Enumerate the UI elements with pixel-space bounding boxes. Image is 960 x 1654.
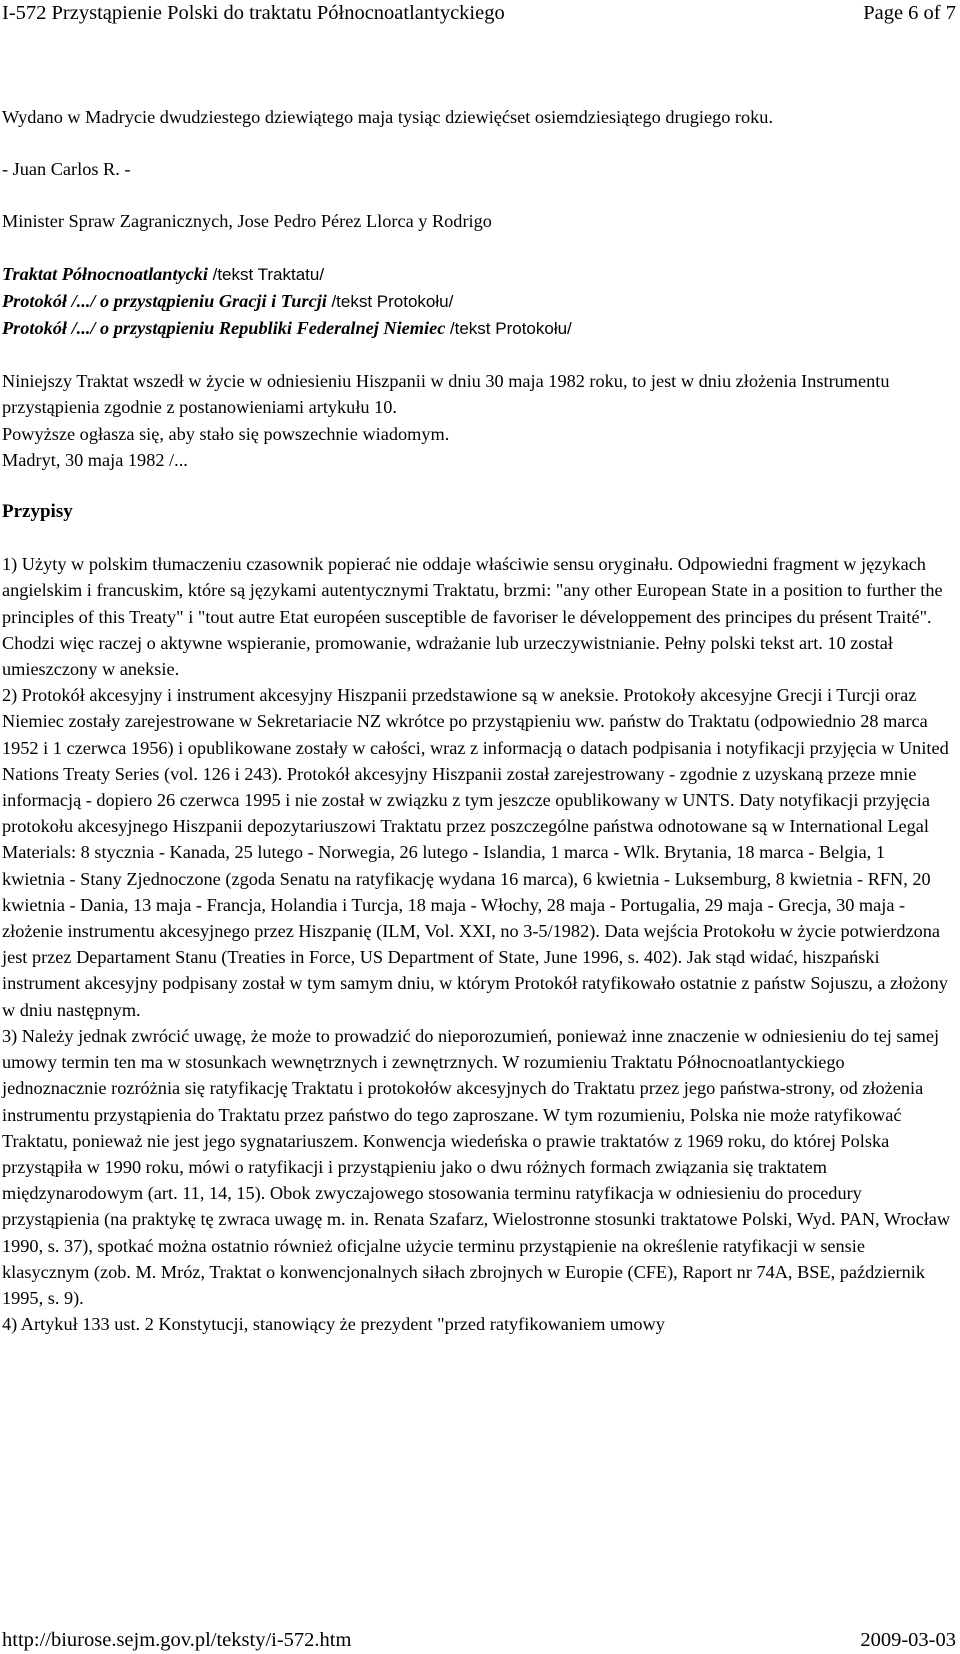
reference-note[interactable]: /tekst Protokołu/ xyxy=(449,319,572,339)
footnote-3: 3) Należy jednak zwrócić uwagę, że może to prowadzić do nieporozumień, ponieważ inne znaczenie w odniesieniu do tej samej umowy termin ten ma w stosunkach wewnętrznych i zewnętrznych. W rozumieniu Traktatu Północnoatlantyckiego jednoznacznie rozróżnia się ratyfikację Traktatu i protokołów akcesyjnych do Traktatu przez jego państwa-strony, od złożenia instrumentu przystąpienia do Traktatu przez państwo do tego zaproszane. W tym rozumieniu, Polska nie może ratyfikować Traktatu, ponieważ nie jest jego sygnatariuszem. Konwencja wiedeńska o prawie traktatów z 1969 roku, do której Polska przystąpiła w 1990 roku, mówi o ratyfikacji i przystąpieniu jako o dwu różnych formach związania się traktatem międzynarodowym (art. 11, 14, 15). Obok zwyczajowego stosowania terminu ratyfikacja w odniesieniu do procedury przystąpienia (na praktykę tę zwraca uwagę m. in. Renata Szafarz, Wielostronne stosunki traktatowe Polski, Wyd. PAN, Wrocław 1990, s. 37), spotkać można ostatnio również oficjalne użycie terminu przystąpienie na określenie ratyfikacji w sensie klasycznym (zob. M. Mróz, Traktat o konwencjonalnych siłach zbrojnych w Europie (CFE), Raport nr 74A, BSE, październik 1995, s. 9). xyxy=(2,1025,951,1308)
reference-traktat xyxy=(2,261,952,288)
reference-protokol-rfn xyxy=(2,315,952,342)
page-footer xyxy=(0,1625,960,1654)
page-header xyxy=(0,0,960,30)
source-url[interactable]: http://biurose.sejm.gov.pl/teksty/i-572.htm xyxy=(2,1629,352,1651)
reference-title[interactable]: Protokół /.../ o przystąpieniu Gracji i Turcji xyxy=(2,290,327,311)
page-number: Page 6 of 7 xyxy=(863,2,956,24)
issued-paragraph: Wydano w Madrycie dwudziestego dziewiątego maja tysiąc dziewięćset osiemdziesiątego drugiego roku. xyxy=(2,107,774,127)
document-title: I-572 Przystąpienie Polski do traktatu Północnoatlantyckiego xyxy=(2,2,505,24)
footnote-1: 1) Użyty w polskim tłumaczeniu czasownik popierać nie oddaje właściwie sensu oryginału. Odpowiedni fragment w językach angielskim i francuskim, które są językami autentycznymi Traktatu, brzmi: "any other European State in a position to further the principles of this Treaty" i "tout autre Etat européen susceptible de favoriser le développement des principes du présent Traité". Chodzi więc raczej o aktywne wspieranie, promowanie, wdrażanie lub urzeczywistnianie. Pełny polski tekst art. 10 został umieszczony w aneksie. xyxy=(2,554,943,680)
print-date: 2009-03-03 xyxy=(860,1629,956,1651)
document-body xyxy=(2,104,952,1337)
reference-title[interactable]: Traktat Północnoatlantycki xyxy=(2,263,209,284)
reference-note[interactable]: /tekst Protokołu/ xyxy=(331,291,454,311)
reference-note[interactable]: /tekst Traktatu/ xyxy=(212,264,325,284)
footnote-4: 4) Artykuł 133 ust. 2 Konstytucji, stanowiący że prezydent "przed ratyfikowaniem umowy xyxy=(2,1314,665,1335)
minister-signature: Minister Spraw Zagranicznych, Jose Pedro Pérez Llorca y Rodrigo xyxy=(2,211,492,232)
footnotes-heading: Przypisy xyxy=(2,501,73,523)
footnote-2: 2) Protokół akcesyjny i instrument akcesyjny Hiszpanii przedstawione są w aneksie. Protokoły akcesyjne Grecji i Turcji oraz Niemiec zostały zarejestrowane w Sekretariacie NZ wkrótce po przystąpieniu ww. państw do Traktatu (odpowiednio 28 marca 1952 i 1 czerwca 1956) i opublikowane zostały w całości, wraz z informacją o datach podpisania i notyfikacji przyjęcia w United Nations Treaty Series (vol. 126 i 243). Protokół akcesyjny Hiszpanii został zarejestrowany - zgodnie z uzyskaną przeze mnie informacją - dopiero 26 czerwca 1995 i nie został w związku z tym jeszcze opublikowany w UNTS. Daty notyfikacji przyjęcia protokołu akcesyjnego Hiszpanii depozytariuszowi Traktatu przez poszczególne państwa odnotowane są w International Legal Materials: 8 stycznia - Kanada, 25 lutego - Norwegia, 26 lutego - Islandia, 1 marca - Wlk. Brytania, 18 marca - Belgia, 1 kwietnia - Stany Zjednoczone (zgoda Senatu na ratyfikację wydana 16 marca), 6 kwietnia - Luksemburg, 8 kwietnia - RFN, 20 kwietnia - Dania, 13 maja - Francja, Holandia i Turcja, 18 maja - Włochy, 28 maja - Portugalia, 29 maja - Grecja, 30 maja - złożenie instrumentu akcesyjnego przez Hiszpanię (ILM, Vol. XXI, no 3-5/1982). Data wejścia Protokołu w życie potwierdzona jest przez Departament Stanu (Treaties in Force, US Department of State, June 1996, s. 402). Jak stąd widać, hiszpański instrument akcesyjny podpisany został w tym samym dniu, w którym Protokół ratyfikowało ostatnie z państw Sojuszu, a złożony w dniu następnym. xyxy=(2,685,949,1020)
reference-protokol-gracja-turcja xyxy=(2,288,952,315)
reference-title[interactable]: Protokół /.../ o przystąpieniu Republiki Federalnej Niemiec xyxy=(2,318,446,339)
king-signature: - Juan Carlos R. - xyxy=(2,159,131,180)
entry-into-force-paragraph: Niniejszy Traktat wszedł w życie w odniesieniu Hiszpanii w dniu 30 maja 1982 roku, to jest w dniu złożenia Instrumentu przystąpienia zgodnie z postanowieniami artykułu 10. xyxy=(2,371,890,418)
place-date-line: Madryt, 30 maja 1982 /... xyxy=(2,449,188,470)
announcement-line: Powyższe ogłasza się, aby stało się powszechnie wiadomym. xyxy=(2,423,450,444)
